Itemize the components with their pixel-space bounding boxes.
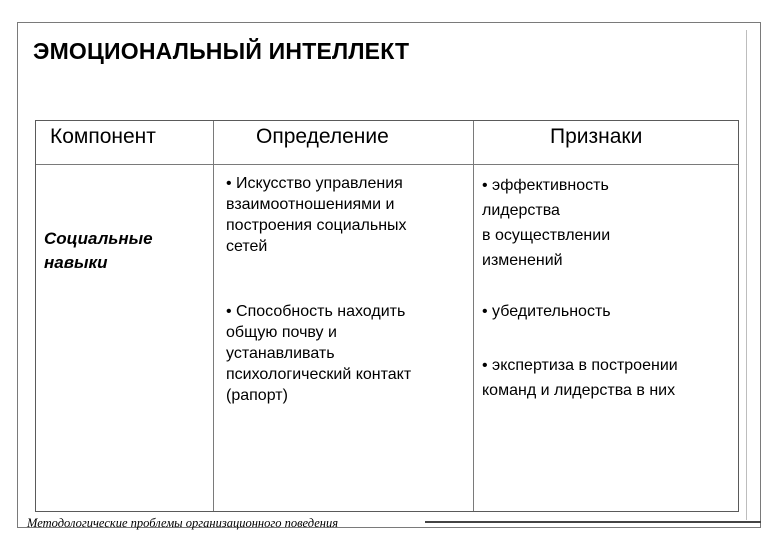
footer-rule [425, 521, 761, 523]
emotional-intelligence-table [35, 120, 739, 512]
slide-title: ЭМОЦИОНАЛЬНЫЙ ИНТЕЛЛЕКТ [33, 38, 410, 64]
sign-item: • эффективность лидерства в осуществлении изменений [482, 177, 611, 269]
footer-caption: Методологические проблемы организационного поведения [27, 516, 339, 530]
header-component: Компонент [50, 125, 156, 148]
header-definition: Определение [256, 125, 389, 148]
sign-item: • убедительность [482, 303, 611, 320]
definition-item: • Способность находить общую почву и устанавливать психологический контакт (рапорт) [226, 303, 412, 404]
component-label: Социальные навыки [44, 229, 153, 272]
frame-shadow-line [746, 30, 747, 520]
column-divider-2 [473, 121, 474, 511]
definition-item: • Искусство управления взаимоотношениями и построения социальных сетей [226, 175, 407, 255]
column-divider-1 [213, 121, 214, 511]
header-signs: Признаки [550, 125, 643, 148]
sign-item: • экспертиза в построении команд и лидерства в них [482, 357, 678, 399]
header-divider [36, 164, 738, 165]
component-cell [44, 227, 153, 275]
